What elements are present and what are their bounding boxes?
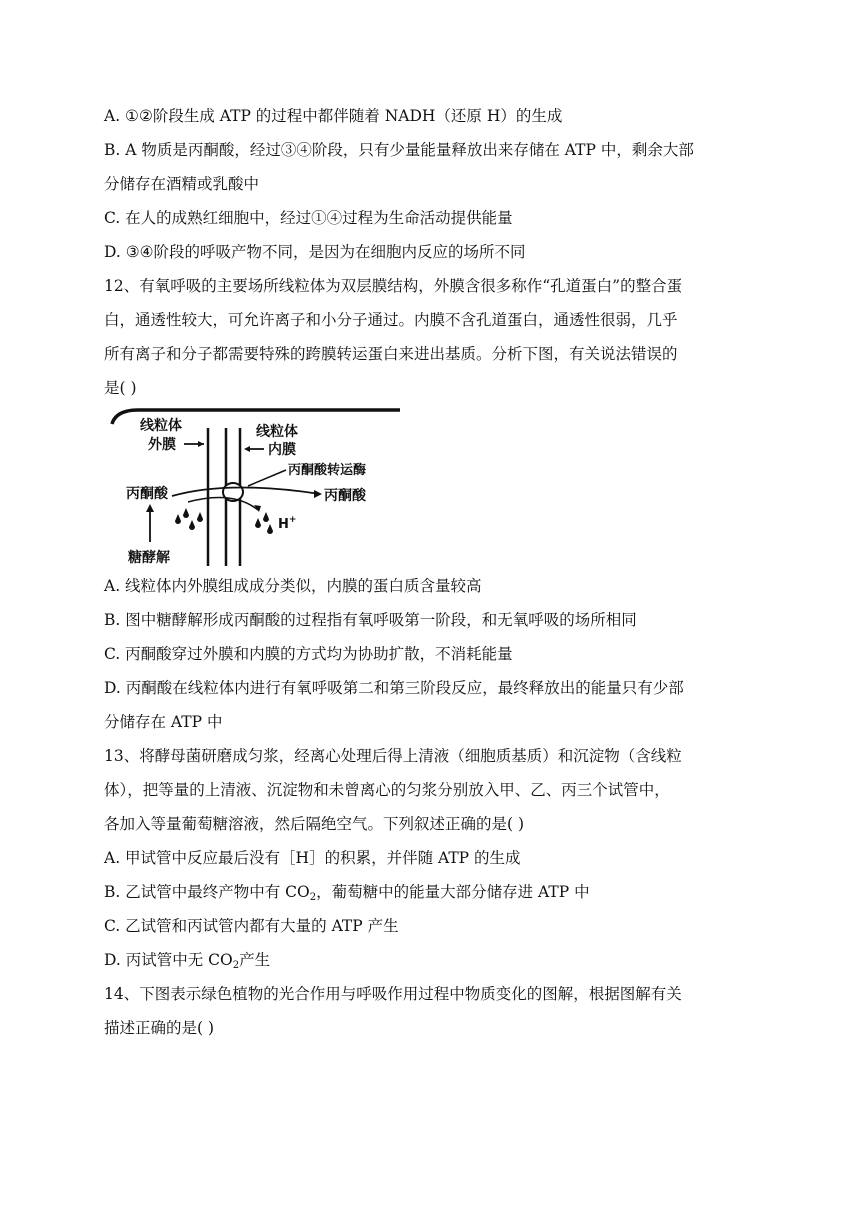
q12-stem-2: 白，通透性较大，可允许离子和小分子通过。内膜不含孔道蛋白，通透性很弱，几乎 xyxy=(104,311,678,329)
q11-option-b: B. A 物质是丙酮酸，经过③④阶段，只有少量能量释放出来存储在 ATP 中，剩余大部 xyxy=(104,141,694,159)
q14-stem: 14、下图表示绿色植物的光合作用与呼吸作用过程中物质变化的图解，根据图解有关 xyxy=(104,985,682,1003)
q12-stem: 12、有氧呼吸的主要场所线粒体为双层膜结构，外膜含很多称作“孔道蛋白”的整合蛋 xyxy=(104,277,683,295)
q13-option-b: B. 乙试管中最终产物中有 $CO_2$，葡萄糖中的能量大部分储存进 ATP 中 xyxy=(104,883,590,903)
q11-option-b-cont: 分储存在酒精或乳酸中 xyxy=(104,175,260,193)
q12-stem-3: 所有离子和分子都需要特殊的跨膜转运蛋白来进出基质。分析下图，有关说法错误的 xyxy=(104,345,678,363)
q12-option-d-cont: 分储存在 ATP 中 xyxy=(104,713,223,731)
pyruvate-flow-arrow xyxy=(172,487,320,496)
outer-membrane-label-2: 外膜 xyxy=(148,437,176,453)
q13-option-c: C. 乙试管和丙试管内都有大量的 ATP 产生 xyxy=(104,917,399,935)
q13-stem-2: 体），把等量的上清液、沉淀物和未曾离心的匀浆分别放入甲、乙、丙三个试管中， xyxy=(104,781,670,799)
glycolysis-label: 糖酵解 xyxy=(128,550,170,566)
inner-membrane-label-2: 内膜 xyxy=(268,442,296,458)
pyruvate-left-label: 丙酮酸 xyxy=(126,486,168,502)
q13-stem-3: 各加入等量葡萄糖溶液，然后隔绝空气。下列叙述正确的是( ) xyxy=(104,815,525,833)
q12-stem-4: 是( ) xyxy=(104,379,137,397)
mitochondria-membrane-figure xyxy=(108,402,404,570)
proton-droplets xyxy=(175,508,273,534)
q11-option-c: C. 在人的成熟红细胞中，经过①④过程为生命活动提供能量 xyxy=(104,209,513,227)
q12-option-d: D. 丙酮酸在线粒体内进行有氧呼吸第二和第三阶段反应，最终释放出的能量只有少部 xyxy=(104,679,684,697)
hplus-label: H+ xyxy=(278,515,297,532)
q13-option-a: A. 甲试管中反应最后没有［H］的积累，并伴随 ATP 的生成 xyxy=(104,849,521,867)
inner-membrane-label-1: 线粒体 xyxy=(256,424,298,440)
q11-option-a: A. ①②阶段生成 ATP 的过程中都伴随着 NADH（还原 H）的生成 xyxy=(104,107,563,125)
q12-option-b: B. 图中糖酵解形成丙酮酸的过程指有氧呼吸第一阶段，和无氧呼吸的场所相同 xyxy=(104,611,637,629)
q13-option-d: D. 丙试管中无 $CO_2$产生 xyxy=(104,951,271,971)
proton-flow-arrow xyxy=(188,498,258,511)
q12-option-c: C. 丙酮酸穿过外膜和内膜的方式均为协助扩散，不消耗能量 xyxy=(104,645,513,663)
q13-stem: 13、将酵母菌研磨成匀浆，经离心处理后得上清液（细胞质基质）和沉淀物（含线粒 xyxy=(104,747,682,765)
outer-membrane-label-1: 线粒体 xyxy=(140,418,182,434)
q11-option-d: D. ③④阶段的呼吸产物不同，是因为在细胞内反应的场所不同 xyxy=(104,243,526,261)
q14-stem-2: 描述正确的是( ) xyxy=(104,1019,215,1037)
q12-option-a: A. 线粒体内外膜组成成分类似，内膜的蛋白质含量较高 xyxy=(104,577,482,595)
transporter-label: 丙酮酸转运酶 xyxy=(288,463,367,478)
pyruvate-right-label: 丙酮酸 xyxy=(324,488,366,504)
